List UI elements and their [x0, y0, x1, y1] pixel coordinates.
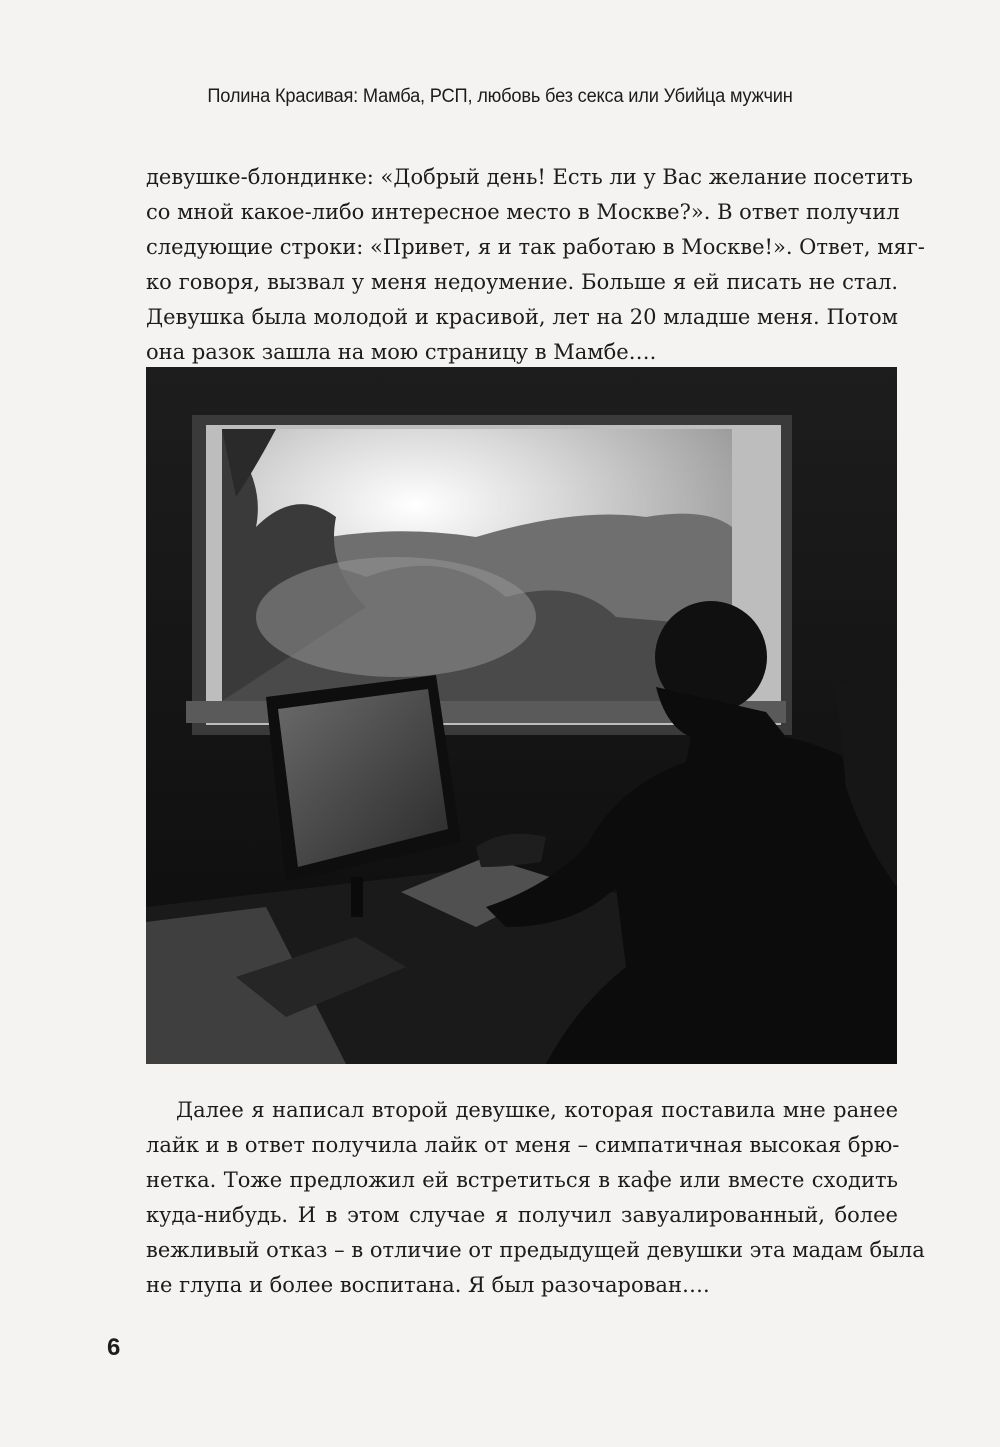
paragraph-line: куда-нибудь. И в этом случае я получил завуалированный, более — [146, 1203, 898, 1227]
page-number: 6 — [107, 1334, 121, 1361]
paragraph-line: нетка. Тоже предложил ей встретиться в кафе или вместе сходить — [146, 1168, 898, 1192]
paragraph-line: Далее я написал второй девушке, которая поставила мне ранее — [176, 1098, 898, 1122]
paragraph-line: девушке-блондинке: «Добрый день! Есть ли у Вас желание посетить — [146, 165, 913, 189]
photo-illustration — [146, 367, 897, 1064]
paragraph-line: вежливый отказ – в отличие от предыдущей девушки эта мадам была — [146, 1238, 925, 1262]
paragraph-1 — [146, 160, 925, 370]
paragraph-2 — [146, 1093, 925, 1303]
paragraph-line: она разок зашла на мою страницу в Мамбе…. — [146, 340, 657, 364]
photo-man-at-computer-by-window — [146, 367, 897, 1064]
paragraph-line: со мной какое-либо интересное место в Москве?». В ответ получил — [146, 200, 900, 224]
paragraph-line: не глупа и более воспитана. Я был разочарован…. — [146, 1273, 710, 1297]
running-header: Полина Красивая: Мамба, РСП, любовь без секса или Убийца мужчин — [207, 86, 793, 107]
paragraph-line: ко говоря, вызвал у меня недоумение. Больше я ей писать не стал. — [146, 270, 898, 294]
paragraph-line: Девушка была молодой и красивой, лет на 20 младше меня. Потом — [146, 305, 898, 329]
paragraph-line: следующие строки: «Привет, я и так работаю в Москве!». Ответ, мяг- — [146, 235, 925, 259]
paragraph-line: лайк и в ответ получила лайк от меня – симпатичная высокая брю- — [146, 1133, 900, 1157]
